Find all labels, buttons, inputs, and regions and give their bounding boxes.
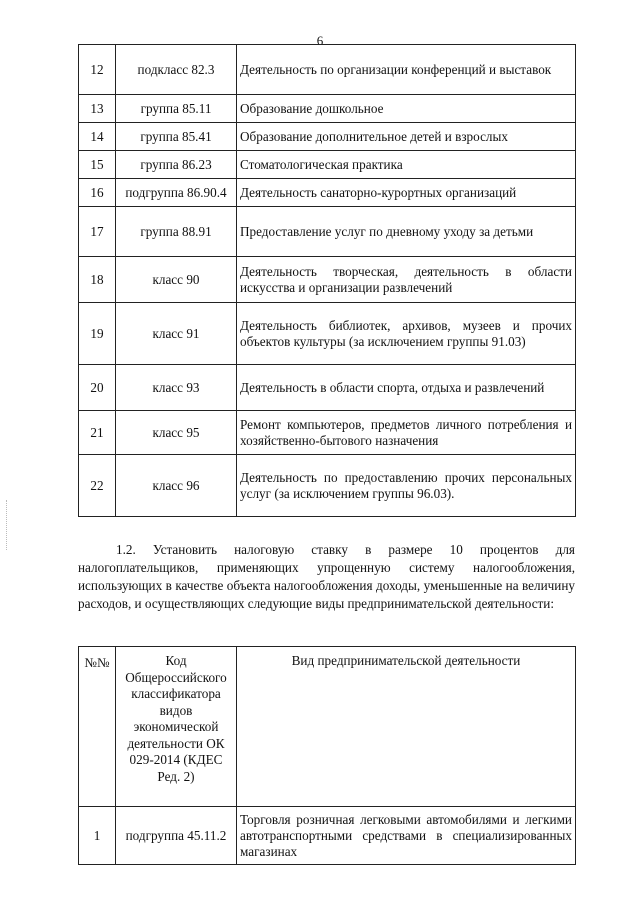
activity-description: Деятельность в области спорта, отдыха и развлечений: [237, 365, 576, 411]
header-activity: Вид предпринимательской деятельности: [237, 647, 576, 807]
table-row: [79, 151, 576, 179]
activity-description: Ремонт компьютеров, предметов личного потребления и хозяйственно-бытового назначения: [237, 411, 576, 455]
activity-description: Деятельность библиотек, архивов, музеев и прочих объектов культуры (за исключением группы 91.03): [237, 303, 576, 365]
okved-code: класс 93: [116, 365, 237, 411]
row-number: 20: [79, 365, 116, 411]
row-number: 21: [79, 411, 116, 455]
activity-description: Деятельность творческая, деятельность в области искусства и организации развлечений: [237, 257, 576, 303]
activity-description: Предоставление услуг по дневному уходу за детьми: [237, 207, 576, 257]
okved-code: класс 95: [116, 411, 237, 455]
okved-code: класс 96: [116, 455, 237, 517]
row-number: 13: [79, 95, 116, 123]
activity-description: Образование дополнительное детей и взрослых: [237, 123, 576, 151]
row-number: 19: [79, 303, 116, 365]
okved-code: подгруппа 86.90.4: [116, 179, 237, 207]
row-number: 14: [79, 123, 116, 151]
activity-description: Торговля розничная легковыми автомобилями и легкими автотранспортными средствами в специализированных магазинах: [237, 807, 576, 865]
activity-description: Стоматологическая практика: [237, 151, 576, 179]
okved-code: подкласс 82.3: [116, 45, 237, 95]
table-row: [79, 807, 576, 865]
activity-description: Деятельность по предоставлению прочих персональных услуг (за исключением группы 96.03).: [237, 455, 576, 517]
okved-code: группа 85.41: [116, 123, 237, 151]
row-number: 22: [79, 455, 116, 517]
activity-description: Деятельность санаторно-курортных организаций: [237, 179, 576, 207]
table-header-row: [79, 647, 576, 807]
okved-code: группа 86.23: [116, 151, 237, 179]
activities-table-6-percent: [78, 44, 576, 517]
page-number: 6: [316, 33, 324, 48]
row-number: 15: [79, 151, 116, 179]
table-row: [79, 455, 576, 517]
okved-code: класс 90: [116, 257, 237, 303]
paragraph-1-2: [78, 541, 575, 613]
okved-code: группа 88.91: [116, 207, 237, 257]
table-row: [79, 365, 576, 411]
okved-code: группа 85.11: [116, 95, 237, 123]
okved-code: класс 91: [116, 303, 237, 365]
header-number: №№: [79, 647, 116, 807]
row-number: 18: [79, 257, 116, 303]
margin-mark: [6, 500, 9, 550]
activities-table-10-percent: [78, 646, 576, 865]
header-code: Код Общероссийского классификатора видов экономической деятельности ОК 029-2014 (КДЕС Ред. 2): [116, 647, 237, 807]
table-row: [79, 257, 576, 303]
activity-description: Деятельность по организации конференций и выставок: [237, 45, 576, 95]
table-row: [79, 207, 576, 257]
row-number: 12: [79, 45, 116, 95]
row-number: 1: [79, 807, 116, 865]
table-row: [79, 303, 576, 365]
row-number: 17: [79, 207, 116, 257]
paragraph-text: 1.2. Установить налоговую ставку в размере 10 процентов для налогоплательщиков, применяющих упрощенную систему налогообложения, использующих в качестве объекта налогообложения доходы, уменьшенные на величину расходов, и осуществляющих следующие виды предпринимательской деятельности:: [78, 542, 575, 611]
activity-description: Образование дошкольное: [237, 95, 576, 123]
table-row: [79, 411, 576, 455]
table-row: [79, 45, 576, 95]
okved-code: подгруппа 45.11.2: [116, 807, 237, 865]
table-row: [79, 179, 576, 207]
table-row: [79, 123, 576, 151]
row-number: 16: [79, 179, 116, 207]
table-row: [79, 95, 576, 123]
